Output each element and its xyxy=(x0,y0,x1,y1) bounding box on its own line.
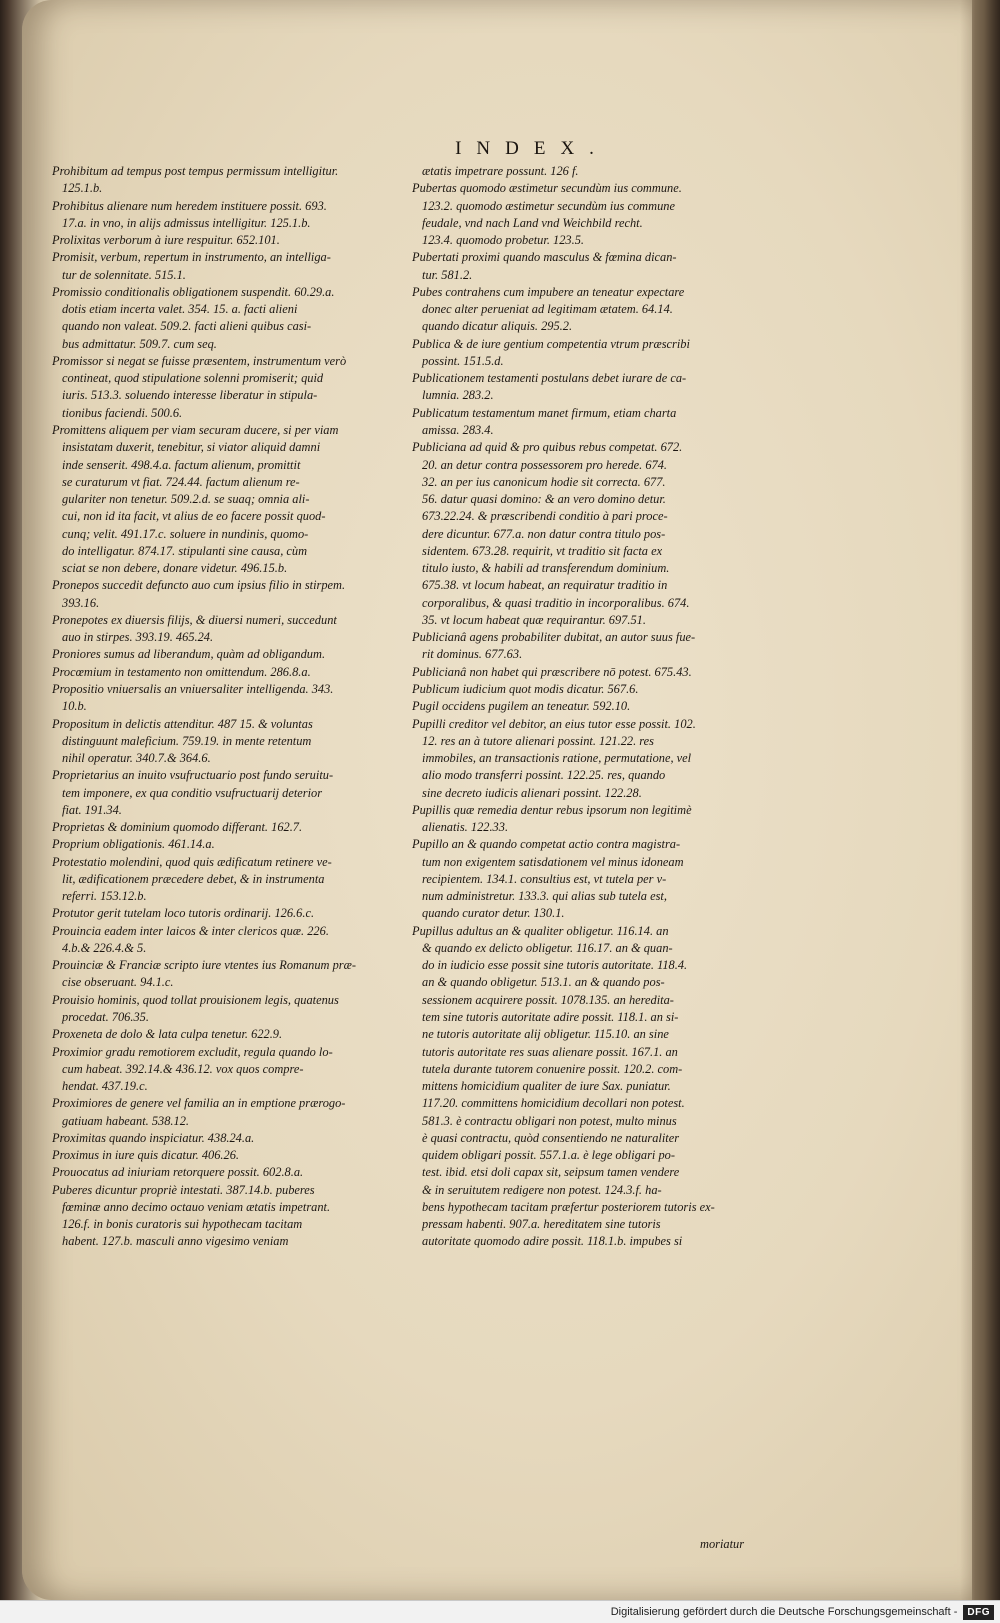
index-line: 673.22.24. & præscribendi conditio à pari proce- xyxy=(422,509,668,524)
index-line: cum habeat. 392.14.& 436.12. vox quos compre- xyxy=(62,1061,304,1076)
index-line: habent. 127.b. masculi anno vigesimo veniam xyxy=(62,1234,289,1249)
index-line: Pronepotes ex diuersis filijs, & diuersi numeri, succedunt xyxy=(52,612,337,627)
index-line: bus admittatur. 509.7. cum seq. xyxy=(62,336,217,351)
index-line: Proximus in iure quis dicatur. 406.26. xyxy=(52,1148,240,1163)
index-line: Puberes dicuntur propriè intestati. 387.14.b. puberes xyxy=(52,1182,315,1197)
index-line: cise obseruant. 94.1.c. xyxy=(62,975,174,990)
index-line: distinguunt maleficium. 759.19. in mente retentum xyxy=(62,733,312,748)
index-line: autoritate quomodo adire possit. 118.1.b. impubes si xyxy=(422,1234,683,1249)
index-line: Prolixitas verborum à iure respuitur. 652.101. xyxy=(52,233,280,248)
index-line: Proximiores de genere vel familia an in emptione prærogo- xyxy=(52,1096,346,1111)
index-line: Publicianâ non habet qui præscribere nō potest. 675.43. xyxy=(412,664,692,679)
index-line: 117.20. committens homicidium decollari non potest. xyxy=(422,1096,685,1111)
index-line: Proximior gradu remotiorem excludit, regula quando lo- xyxy=(52,1044,333,1059)
index-line: fiat. 191.34. xyxy=(62,802,122,817)
index-line: tem sine tutoris autoritate adire possit. 118.1. an si- xyxy=(422,1010,679,1025)
index-line: sine decreto iudicis alienari possint. 122.28. xyxy=(422,785,642,800)
index-line: cui, non id ita facit, vt alius de eo facere possit quod- xyxy=(62,509,326,524)
index-line: mittens homicidium qualiter de iure Sax. puniatur. xyxy=(422,1079,671,1094)
index-line: 56. datur quasi domino: & an vero domino detur. xyxy=(422,492,666,507)
index-line: amissa. 283.4. xyxy=(422,422,494,437)
index-line: bens hypothecam tacitam præfertur posteriorem tutoris ex- xyxy=(422,1199,715,1214)
index-line: Publicationem testamenti postulans debet iurare de ca- xyxy=(412,371,687,386)
index-line: do intelligatur. 874.17. stipulanti sine causa, cùm xyxy=(62,543,308,558)
index-line: nihil operatur. 340.7.& 364.6. xyxy=(62,751,211,766)
index-line: Promittens aliquem per viam securam ducere, si per viam xyxy=(52,422,339,437)
index-line: Pupillis quæ remedia dentur rebus ipsorum non legitimè xyxy=(412,802,692,817)
index-line: fœminæ anno decimo octauo veniam ætatis impetrant. xyxy=(62,1199,331,1214)
index-line: Pugil occidens pugilem an teneatur. 592.10. xyxy=(412,699,631,714)
index-line: dere dicuntur. 677.a. non datur contra titulo pos- xyxy=(422,526,666,541)
index-line: tur. 581.2. xyxy=(422,267,473,282)
index-line: referri. 153.12.b. xyxy=(62,889,147,904)
index-line: donec alter perueniat ad legitimam ætatem. 64.14. xyxy=(422,302,673,317)
index-line: tum non exigentem satisdationem vel minus idoneam xyxy=(422,854,684,869)
index-line: tem imponere, ex qua conditio vsufructuarij deterior xyxy=(62,785,323,800)
index-line: Prohibitus alienare num heredem instituere possit. 693. xyxy=(52,198,327,213)
index-line: Pupilli creditor vel debitor, an eius tutor esse possit. 102. xyxy=(412,716,696,731)
index-line: ne tutoris autoritate alij obligetur. 115.10. an sine xyxy=(422,1027,669,1042)
index-line: 20. an detur contra possessorem pro herede. 674. xyxy=(422,457,668,472)
index-line: 393.16. xyxy=(62,595,100,610)
index-line: do in iudicio esse possit sine tutoris autoritate. 118.4. xyxy=(422,958,688,973)
index-line: gatiuam habeant. 538.12. xyxy=(62,1113,189,1128)
index-line: Pubertati proximi quando masculus & fœmina dican- xyxy=(412,250,677,265)
index-line: Pupillo an & quando competat actio contra magistra- xyxy=(412,837,681,852)
index-line: test. ibid. etsi doli capax sit, seipsum tamen vendere xyxy=(422,1165,680,1180)
index-line: Prouisio hominis, quod tollat prouisionem legis, quatenus xyxy=(52,992,339,1007)
index-line: pressam habenti. 907.a. hereditatem sine tutoris xyxy=(422,1217,661,1232)
index-line: Publicatum testamentum manet firmum, etiam charta xyxy=(412,405,677,420)
index-line: Proximitas quando inspiciatur. 438.24.a. xyxy=(52,1130,255,1145)
index-line: Pubes contrahens cum impubere an teneatur expectare xyxy=(412,284,685,299)
index-line: corporalibus, & quasi traditio in incorporalibus. 674. xyxy=(422,595,690,610)
index-line: & quando ex delicto obligetur. 116.17. an & quan- xyxy=(422,940,673,955)
index-line: Publica & de iure gentium competentia vtrum præscribi xyxy=(412,336,690,351)
index-line: & in seruitutem redigere non potest. 124.3.f. ha- xyxy=(422,1182,662,1197)
index-line: Promissio conditionalis obligationem suspendit. 60.29.a. xyxy=(52,284,335,299)
index-line: Pubertas quomodo æstimetur secundùm ius commune. xyxy=(412,181,682,196)
index-line: Proprium obligationis. 461.14.a. xyxy=(52,837,215,852)
index-line: 35. vt locum habeat quæ requirantur. 697.51. xyxy=(422,612,646,627)
index-line: sciat se non debere, donare videtur. 496.15.b. xyxy=(62,561,288,576)
index-line: procedat. 706.35. xyxy=(62,1010,149,1025)
index-line: Propositio vniuersalis an vniuersaliter intelligenda. 343. xyxy=(52,681,334,696)
index-line: cunq; velit. 491.17.c. soluere in nundinis, quomo- xyxy=(62,526,309,541)
index-line: Publicianâ agens probabiliter dubitat, an autor suus fue- xyxy=(412,630,696,645)
index-line: 123.4. quomodo probetur. 123.5. xyxy=(422,233,584,248)
footer-credit-text: Digitalisierung gefördert durch die Deutsche Forschungsgemeinschaft - xyxy=(610,1606,958,1618)
index-line: gulariter non tenetur. 509.2.d. se suaq; omnia ali- xyxy=(62,492,310,507)
index-line: 10.b. xyxy=(62,699,87,714)
index-line: Prouinciæ & Franciæ scripto iure vtentes ius Romanum præ- xyxy=(52,958,357,973)
index-line: sidentem. 673.28. requirit, vt traditio sit facta ex xyxy=(422,543,663,558)
index-line: Publicum iudicium quot modis dicatur. 567.6. xyxy=(412,681,639,696)
index-line: quando dicatur aliquis. 295.2. xyxy=(422,319,573,334)
index-line: ætatis impetrare possunt. 126 f. xyxy=(422,164,579,178)
index-line: 4.b.& 226.4.& 5. xyxy=(62,940,147,955)
index-line: è quasi contractu, quòd consentiendo ne naturaliter xyxy=(422,1130,680,1145)
index-line: Proniores sumus ad liberandum, quàm ad obligandum. xyxy=(52,647,326,662)
index-line: possint. 151.5.d. xyxy=(422,353,504,368)
index-line: quidem obligari possit. 557.1.a. è lege obligari po- xyxy=(422,1148,675,1163)
index-line: Pronepos succedit defuncto auo cum ipsius filio in stirpem. xyxy=(52,578,346,593)
index-line: sessionem acquirere possit. 1078.135. an hereditа- xyxy=(422,992,674,1007)
index-line: Promisit, verbum, repertum in instrumento, an intelliga- xyxy=(52,250,331,265)
index-line: contineat, quod stipulatione solenni promiserit; quid xyxy=(62,371,324,386)
index-column-left xyxy=(52,163,408,1251)
index-line: immobiles, an transactionis ratione, permutatione, vel xyxy=(422,751,692,766)
index-line: quando non valeat. 509.2. facti alieni quibus casi- xyxy=(62,319,312,334)
index-line: rit dominus. 677.63. xyxy=(422,647,523,662)
index-line: an & quando obligetur. 513.1. an & quando pos- xyxy=(422,975,665,990)
index-line: tutela durante tutorem conuenire possit. 120.2. com- xyxy=(422,1061,683,1076)
index-line: 581.3. è contractu obligari non potest, multo minus xyxy=(422,1113,677,1128)
index-line: auo in stirpes. 393.19. 465.24. xyxy=(62,630,214,645)
index-line: Proxeneta de dolo & lata culpa tenetur. 622.9. xyxy=(52,1027,283,1042)
index-line: tionibus faciendi. 500.6. xyxy=(62,405,183,420)
index-line: Protestatio molendini, quod quis ædificatum retinere ve- xyxy=(52,854,332,869)
index-line: dotis etiam incerta valet. 354. 15. a. facti alieni xyxy=(62,302,298,317)
index-line: insistatam duxerit, tenebitur, si viator aliquid damni xyxy=(62,440,321,455)
index-column-right xyxy=(412,163,768,1251)
index-line: titulo iusto, & habili ad transferendum dominium. xyxy=(422,561,670,576)
digitization-footer xyxy=(0,1600,1000,1623)
index-line: Publiciana ad quid & pro quibus rebus competat. 672. xyxy=(412,440,683,455)
page-heading: INDEX. xyxy=(455,138,609,159)
index-line: 17.a. in vno, in alijs admissus intelligitur. 125.1.b. xyxy=(62,215,311,230)
dfg-logo: DFG xyxy=(963,1605,994,1620)
index-line: Prouincia eadem inter laicos & inter clericos quæ. 226. xyxy=(52,923,329,938)
index-line: inde senserit. 498.4.a. factum alienum, promittit xyxy=(62,457,301,472)
index-line: Propositum in delictis attenditur. 487 15. & voluntas xyxy=(52,716,313,731)
index-line: Prouocatus ad iniuriam retorquere possit. 602.8.a. xyxy=(52,1165,304,1180)
index-line: num administretur. 133.3. qui alias sub tutela est, xyxy=(422,889,667,904)
index-line: Promissor si negat se fuisse præsentem, instrumentum verò xyxy=(52,353,347,368)
index-line: 32. an per ius canonicum hodie sit correcta. 677. xyxy=(422,474,666,489)
index-line: lit, ædificationem præcedere debet, & in instrumenta xyxy=(62,871,325,886)
page-edge-shadow xyxy=(960,0,1000,1600)
index-line: 125.1.b. xyxy=(62,181,103,196)
index-line: Procœmium in testamento non omittendum. 286.8.a. xyxy=(52,664,311,679)
index-line: feudale, vnd nach Land vnd Weichbild recht. xyxy=(422,215,643,230)
index-line: Pupillus adultus an & qualiter obligetur. 116.14. an xyxy=(412,923,669,938)
index-line: 126.f. in bonis curatoris sui hypothecam tacitam xyxy=(62,1217,303,1232)
catchword: moriatur xyxy=(700,1537,745,1551)
index-line: alio modo transferri possint. 122.25. res, quando xyxy=(422,768,666,783)
index-line: recipientem. 134.1. consultius est, vt tutela per v- xyxy=(422,871,667,886)
index-line: alienatis. 122.33. xyxy=(422,820,509,835)
index-line: tur de solennitate. 515.1. xyxy=(62,267,186,282)
index-line: hendat. 437.19.c. xyxy=(62,1079,148,1094)
index-line: 12. res an à tutore alienari possint. 121.22. res xyxy=(422,733,654,748)
index-line: se curaturum vt fiat. 724.44. factum alienum re- xyxy=(62,474,300,489)
index-line: tutoris autoritate res suas alienare possit. 167.1. an xyxy=(422,1044,678,1059)
index-line: Prohibitum ad tempus post tempus permissum intelligitur. xyxy=(52,164,339,178)
index-line: quando curator detur. 130.1. xyxy=(422,906,565,921)
index-line: Proprietarius an inuito vsufructuario post fundo seruitu- xyxy=(52,768,334,783)
index-line: 675.38. vt locum habeat, an requiratur traditio in xyxy=(422,578,668,593)
index-line: iuris. 513.3. soluendo interesse liberatur in stipula- xyxy=(62,388,318,403)
index-line: Proprietas & dominium quomodo differant. 162.7. xyxy=(52,820,303,835)
index-line: 123.2. quomodo æstimetur secundùm ius commune xyxy=(422,198,675,213)
index-line: Protutor gerit tutelam loco tutoris ordinarij. 126.6.c. xyxy=(52,906,315,921)
index-line: lumnia. 283.2. xyxy=(422,388,494,403)
